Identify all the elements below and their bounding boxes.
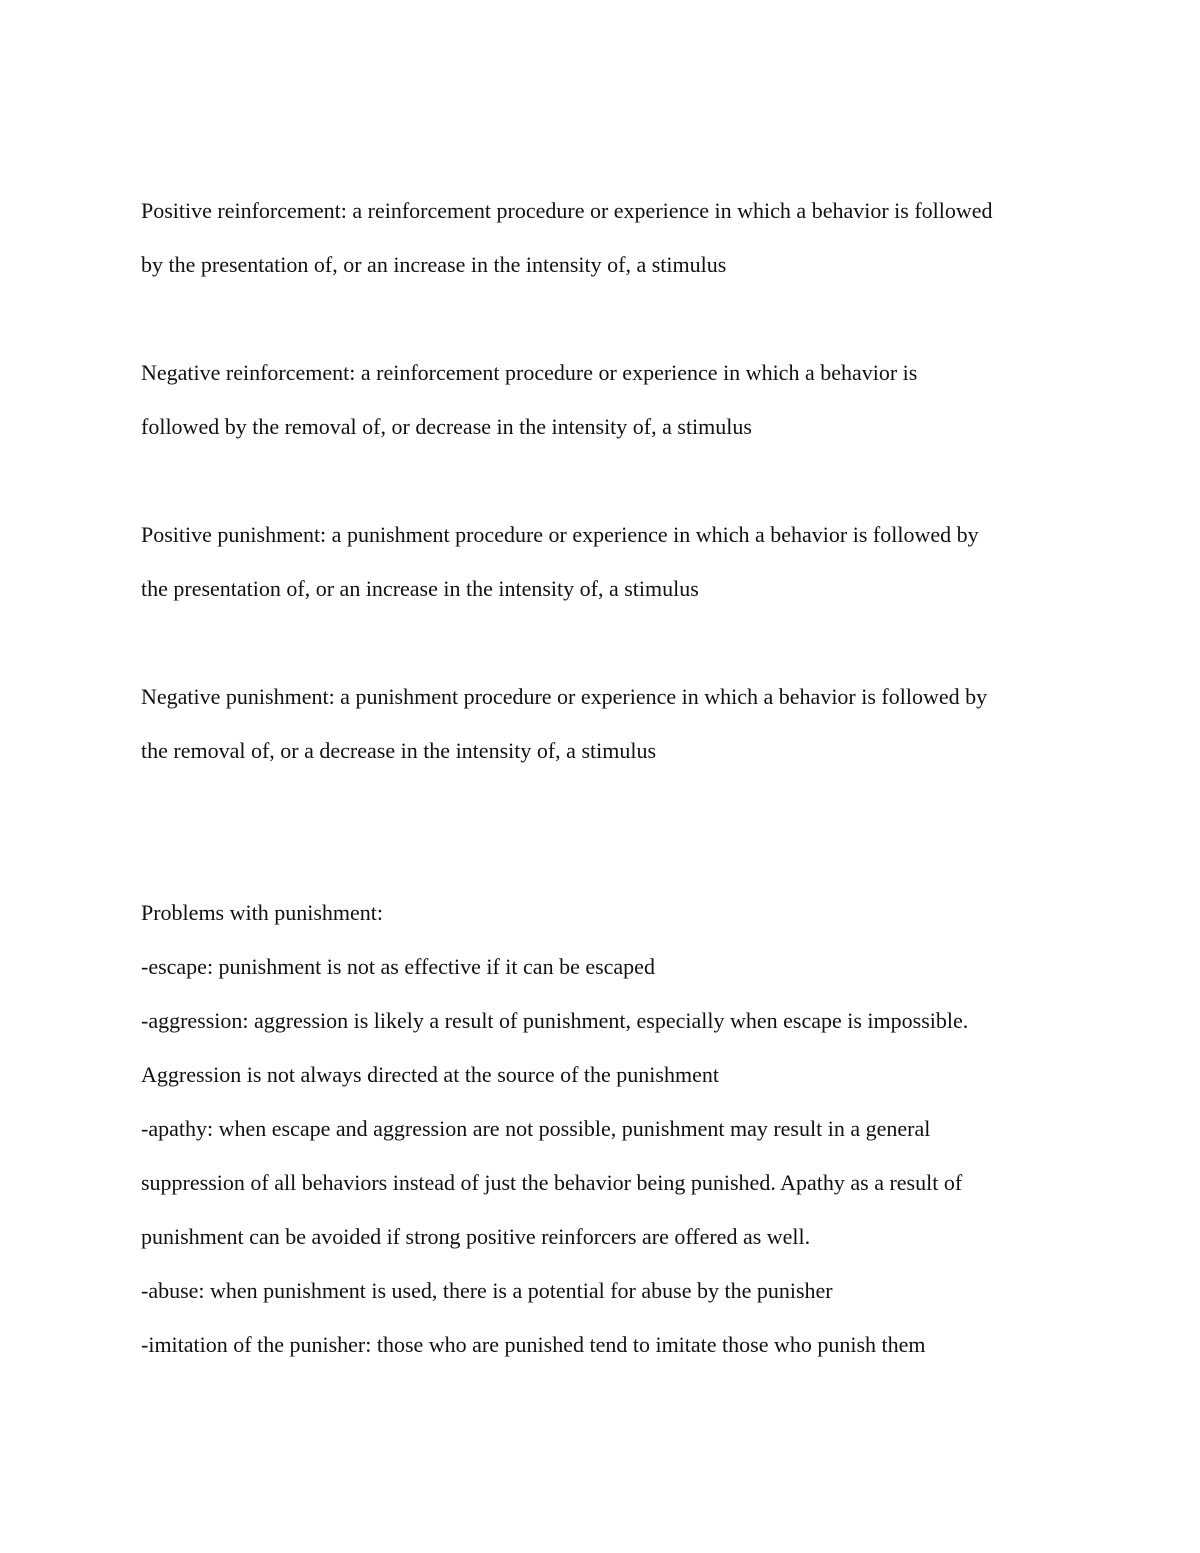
definition-negative-reinforcement (141, 346, 1071, 454)
problems-line: -abuse: when punishment is used, there is a potential for abuse by the punisher (141, 1278, 833, 1303)
definition-line: followed by the removal of, or decrease in the intensity of, a stimulus (141, 414, 752, 439)
problems-line: Aggression is not always directed at the source of the punishment (141, 1062, 719, 1087)
problems-line: suppression of all behaviors instead of just the behavior being punished. Apathy as a result of (141, 1170, 963, 1195)
problems-line: -escape: punishment is not as effective if it can be escaped (141, 954, 655, 979)
definition-line: Negative punishment: a punishment procedure or experience in which a behavior is followed by (141, 684, 988, 709)
definition-positive-reinforcement (141, 184, 1071, 292)
definition-line: the removal of, or a decrease in the intensity of, a stimulus (141, 738, 657, 763)
problems-line: punishment can be avoided if strong positive reinforcers are offered as well. (141, 1224, 811, 1249)
definition-line: by the presentation of, or an increase in the intensity of, a stimulus (141, 252, 727, 277)
problems-line: -imitation of the punisher: those who are punished tend to imitate those who punish them (141, 1332, 926, 1357)
definition-line: Positive reinforcement: a reinforcement procedure or experience in which a behavior is followed (141, 198, 993, 223)
definition-positive-punishment (141, 508, 1071, 616)
problems-line: -aggression: aggression is likely a result of punishment, especially when escape is impossible. (141, 1008, 969, 1033)
definition-line: Positive punishment: a punishment procedure or experience in which a behavior is followed by (141, 522, 979, 547)
problems-line: -apathy: when escape and aggression are not possible, punishment may result in a general (141, 1116, 931, 1141)
problems-section (141, 886, 1071, 1372)
definition-negative-punishment (141, 670, 1071, 778)
definition-line: Negative reinforcement: a reinforcement procedure or experience in which a behavior is (141, 360, 918, 385)
problems-heading: Problems with punishment: (141, 900, 383, 925)
definition-line: the presentation of, or an increase in the intensity of, a stimulus (141, 576, 699, 601)
